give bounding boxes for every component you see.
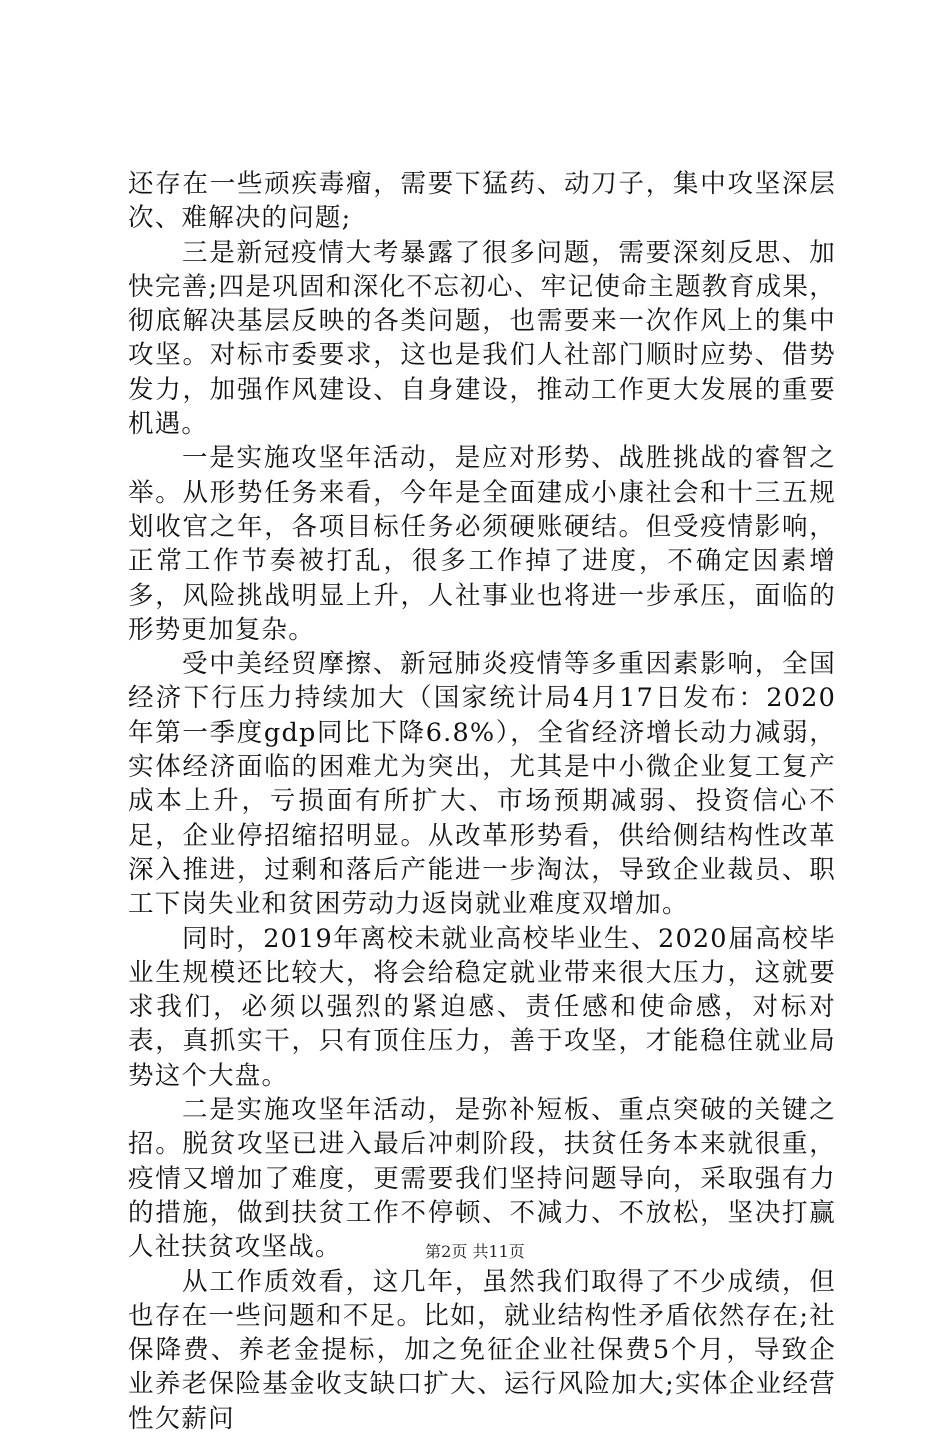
paragraph-7: 从工作质效看，这几年，虽然我们取得了不少成绩，但也存在一些问题和不足。比如，就业结构性矛盾依然存在;社保降费、养老金提标，加之免征企业社保费5个月，导致企业养老保险基金收支缺口扩大、运行风险加大;实体企业经营性欠薪问 (128, 1266, 836, 1434)
paragraph-5: 同时，2019年离校未就业高校毕业生、2020届高校毕业生规模还比较大，将会给稳定就业带来很大压力，这就要求我们，必须以强烈的紧迫感、责任感和使命感，对标对表，真抓实干，只有顶住压力，善于攻坚，才能稳住就业局势这个大盘。 (128, 923, 836, 1091)
paragraph-3: 一是实施攻坚年活动，是应对形势、战胜挑战的睿智之举。从形势任务来看，今年是全面建成小康社会和十三五规划收官之年，各项目标任务必须硬账硬结。但受疫情影响，正常工作节奏被打乱，很多工作掉了进度，不确定因素增多，风险挑战明显上升，人社事业也将进一步承压，面临的形势更加复杂。 (128, 443, 836, 645)
paragraph-6: 二是实施攻坚年活动，是弥补短板、重点突破的关键之招。脱贫攻坚已进入最后冲刺阶段，扶贫任务本来就很重，疫情又增加了难度，更需要我们坚持问题导向，采取强有力的措施，做到扶贫工作不停顿、不减力、不放松，坚决打赢人社扶贫攻坚战。 (128, 1095, 836, 1263)
paragraph-1: 还存在一些顽疾毒瘤，需要下猛药、动刀子，集中攻坚深层次、难解决的问题; (128, 169, 836, 234)
page-number-footer: 第2页 共11页 (425, 1242, 525, 1261)
paragraph-4: 受中美经贸摩擦、新冠肺炎疫情等多重因素影响，全国经济下行压力持续加大（国家统计局4月17日发布：2020年第一季度gdp同比下降6.8%），全省经济增长动力减弱，实体经济面临的困难尤为突出，尤其是中小微企业复工复产成本上升，亏损面有所扩大、市场预期减弱、投资信心不足，企业停招缩招明显。从改革形势看，供给侧结构性改革深入推进，过剩和落后产能进一步淘汰，导致企业裁员、职工下岗失业和贫困劳动力返岗就业难度双增加。 (128, 649, 836, 920)
paragraph-2: 三是新冠疫情大考暴露了很多问题，需要深刻反思、加快完善;四是巩固和深化不忘初心、牢记使命主题教育成果，彻底解决基层反映的各类问题，也需要来一次作风上的集中攻坚。对标市委要求，这也是我们人社部门顺时应势、借势发力，加强作风建设、自身建设，推动工作更大发展的重要机遇。 (128, 237, 836, 440)
